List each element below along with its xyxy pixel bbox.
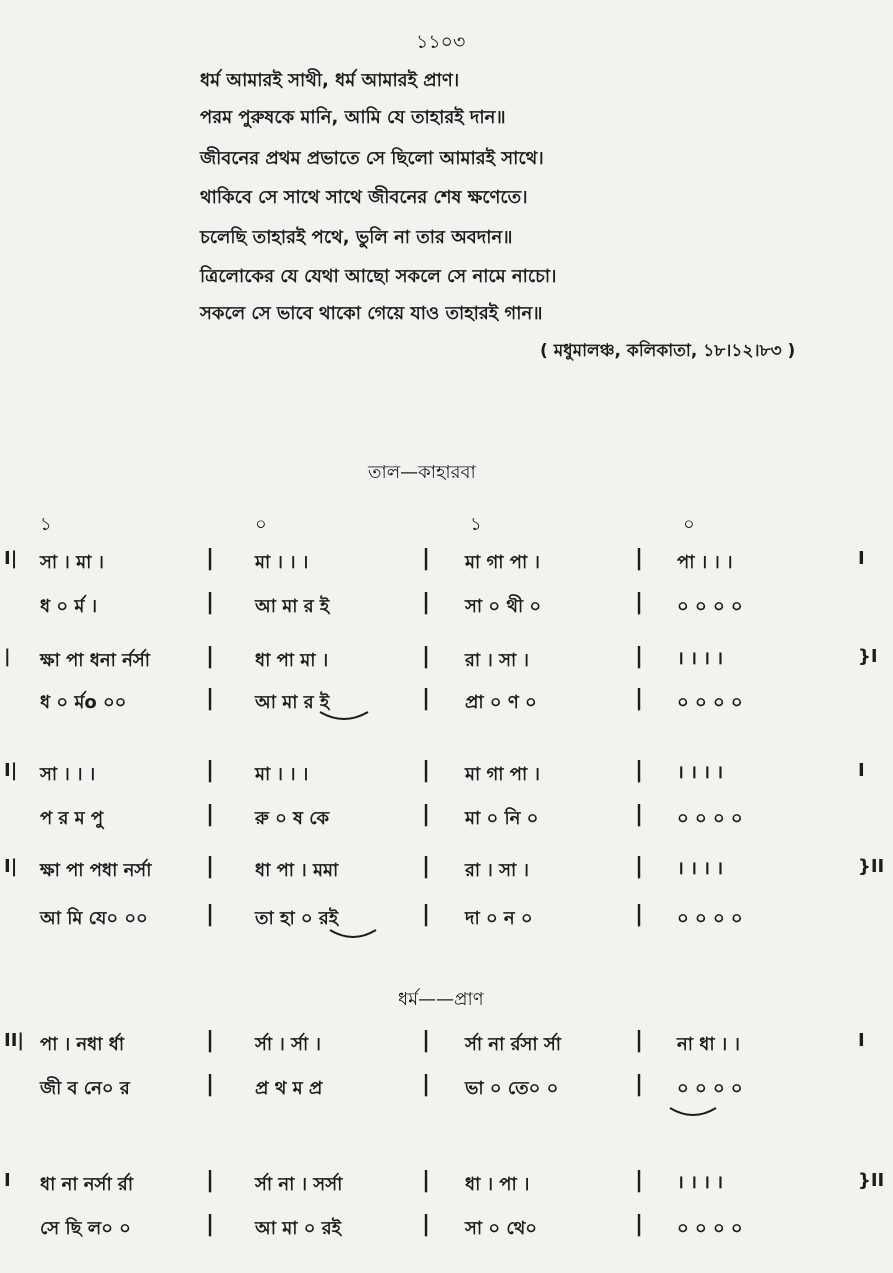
end-mark: }II xyxy=(858,856,885,877)
swara-cell: ক্ষা পা ধনা র্নর্সা xyxy=(40,650,150,671)
bar-line: | xyxy=(206,758,215,783)
bar-line: | xyxy=(206,1168,215,1193)
lyric-cell: ০ ০ ০ ০ xyxy=(677,808,743,829)
bar-line: | xyxy=(422,1028,431,1053)
verse-line: পরম পুরুষকে মানি, আমি যে তাহারই দান॥ xyxy=(200,107,506,128)
lyric-cell: ০ ০ ০ ০ xyxy=(677,692,743,713)
bar-line: | xyxy=(635,590,644,615)
swara-cell: র্সা না । সর্সা xyxy=(255,1174,343,1195)
lyric-cell: ০ ০ ০ ০ xyxy=(677,908,743,929)
end-mark: I xyxy=(858,760,865,781)
swara-row xyxy=(0,856,893,890)
lyric-cell: দা ০ ন ০ xyxy=(465,908,533,929)
bar-line: | xyxy=(422,802,431,827)
bar-line: | xyxy=(422,686,431,711)
swara-row xyxy=(0,646,893,680)
swara-cell: সা । মা । xyxy=(40,552,104,573)
start-mark: II| xyxy=(4,1030,24,1051)
lyric-cell: প র ম পু xyxy=(40,808,104,829)
end-mark: }II xyxy=(858,1170,885,1191)
lyric-cell: ধ ০ র্ম । xyxy=(40,596,98,617)
swara-cell: । । । । xyxy=(677,762,724,783)
lyric-row xyxy=(0,1214,893,1248)
lyric-cell: ভা ০ তে০ ০ xyxy=(465,1078,559,1099)
bar-line: | xyxy=(635,758,644,783)
lyric-cell: প্রা ০ ণ ০ xyxy=(465,692,537,713)
bar-line: | xyxy=(635,1168,644,1193)
swara-cell: পা । নধা র্ধা xyxy=(40,1034,125,1055)
verse-line: সকলে সে ভাবে থাকো গেয়ে যাও তাহারই গান॥ xyxy=(200,303,543,324)
beat-mark: ১ xyxy=(470,514,482,535)
bar-line: | xyxy=(635,546,644,571)
lyric-cell: জী ব নে০ র xyxy=(40,1078,130,1099)
swara-cell: মা । । । xyxy=(255,764,309,785)
page-number: ১১০৩ xyxy=(416,31,466,53)
lyric-cell: আ মা ০ রই xyxy=(255,1218,341,1239)
lyric-row xyxy=(0,904,893,938)
swara-cell: । । । । xyxy=(677,858,724,879)
swara-cell: র্সা না র্রসা র্সা xyxy=(465,1034,561,1055)
bar-line: | xyxy=(206,590,215,615)
bar-line: | xyxy=(635,1212,644,1237)
bar-line: | xyxy=(422,1168,431,1193)
bar-line: | xyxy=(206,1028,215,1053)
bar-line: | xyxy=(206,902,215,927)
lyric-cell: ০ ০ ০ ০ xyxy=(677,1218,743,1239)
start-mark: | xyxy=(4,646,11,667)
beat-mark: ১ xyxy=(40,514,52,535)
bar-line: | xyxy=(422,644,431,669)
swara-row xyxy=(0,1170,893,1204)
lyric-cell: সে ছি ল০ ০ xyxy=(40,1218,131,1239)
bar-line: | xyxy=(635,854,644,879)
swara-cell: মা গা পা । xyxy=(465,552,540,573)
bar-line: | xyxy=(635,902,644,927)
bar-line: | xyxy=(206,686,215,711)
bar-line: | xyxy=(206,802,215,827)
lyric-cell: আ মা র ই xyxy=(255,596,330,617)
bar-line: | xyxy=(206,644,215,669)
verse-line: জীবনের প্রথম প্রভাতে সে ছিলো আমারই সাথে। xyxy=(200,148,544,169)
section-heading: ধর্ম——প্রাণ xyxy=(398,989,484,1010)
swara-cell: মা । । । xyxy=(255,552,309,573)
lyric-cell: সা ০ থে০ xyxy=(465,1218,538,1239)
swara-cell: রা । সা । xyxy=(465,650,529,671)
swara-row xyxy=(0,1030,893,1064)
swara-cell: ক্ষা পা পধা নর্সা xyxy=(40,860,152,881)
lyric-cell: প্র থ ম প্র xyxy=(255,1078,323,1099)
tala-heading: তাল—কাহারবা xyxy=(368,462,476,483)
lyric-cell: আ মা র ই xyxy=(255,692,330,713)
verse-line: থাকিবে সে সাথে সাথে জীবনের শেষ ক্ষণেতে। xyxy=(200,187,528,208)
swara-cell: না ধা । । xyxy=(677,1034,740,1055)
verse-line: চলেছি তাহারই পথে, ভুলি না তার অবদান॥ xyxy=(200,227,513,248)
bar-line: | xyxy=(422,1212,431,1237)
beat-mark: ০ xyxy=(255,514,267,535)
bar-line: | xyxy=(635,644,644,669)
start-mark: I| xyxy=(4,760,18,781)
swara-row xyxy=(0,548,893,582)
bar-line: | xyxy=(206,854,215,879)
lyric-cell: সা ০ থী ০ xyxy=(465,596,542,617)
bar-line: | xyxy=(422,758,431,783)
bar-line: | xyxy=(422,590,431,615)
start-mark: I| xyxy=(4,548,18,569)
bar-line: | xyxy=(422,546,431,571)
swara-cell: সা । । । xyxy=(40,764,96,785)
swara-cell: ধা । পা । xyxy=(465,1174,530,1195)
bar-line: | xyxy=(206,546,215,571)
bar-line: | xyxy=(635,686,644,711)
bar-line: | xyxy=(206,1212,215,1237)
swara-cell: ধা পা । মমা xyxy=(255,860,339,881)
lyric-row xyxy=(0,592,893,626)
verse-line: ত্রিলোকের যে যেথা আছো সকলে সে নামে নাচো। xyxy=(200,266,557,287)
beat-mark: ০ xyxy=(683,514,695,535)
verse-line: ধর্ম আমারই সাথী, ধর্ম আমারই প্রাণ। xyxy=(200,70,460,91)
lyric-cell: ০ ০ ০ ০ xyxy=(677,596,743,617)
swara-cell: র্সা । র্সা । xyxy=(255,1034,321,1055)
bar-line: | xyxy=(635,1072,644,1097)
lyric-cell: মা ০ নি ০ xyxy=(465,808,539,829)
swara-row xyxy=(0,760,893,794)
bar-line: | xyxy=(422,1072,431,1097)
swara-cell: রা । সা । xyxy=(465,860,529,881)
end-mark: I xyxy=(858,1030,865,1051)
lyric-cell: ধ ০ র্মo ০০ xyxy=(40,692,127,713)
bar-line: | xyxy=(635,1028,644,1053)
swara-cell: মা গা পা । xyxy=(465,764,540,785)
swara-cell: ধা পা মা । xyxy=(255,650,329,671)
swara-cell: । । । । xyxy=(677,1172,724,1193)
slur-mark xyxy=(328,926,378,942)
lyric-row xyxy=(0,688,893,722)
slur-mark xyxy=(668,1104,718,1120)
start-mark: I| xyxy=(4,856,18,877)
lyric-cell: ০ ০ ০ ০ xyxy=(677,1078,743,1099)
start-mark: I xyxy=(4,1170,11,1191)
end-mark: I xyxy=(858,548,865,569)
bar-line: | xyxy=(422,854,431,879)
lyric-row xyxy=(0,804,893,838)
bar-line: | xyxy=(422,902,431,927)
lyric-cell: আ মি যে০ ০০ xyxy=(40,908,148,929)
lyric-row xyxy=(0,1074,893,1108)
lyric-cell: তা হা ০ রই xyxy=(255,908,339,929)
swara-cell: । । । । xyxy=(677,648,724,669)
slur-mark xyxy=(318,708,370,724)
bar-line: | xyxy=(635,802,644,827)
swara-cell: ধা না নর্সা র্রা xyxy=(40,1174,134,1195)
lyric-cell: রু ০ ষ কে xyxy=(255,808,330,829)
swara-cell: পা । । । xyxy=(677,552,733,573)
bar-line: | xyxy=(206,1072,215,1097)
end-mark: }I xyxy=(858,646,878,667)
source-citation: ( মধুমালঞ্চ, কলিকাতা, ১৮।১২।৮৩ ) xyxy=(540,341,796,361)
